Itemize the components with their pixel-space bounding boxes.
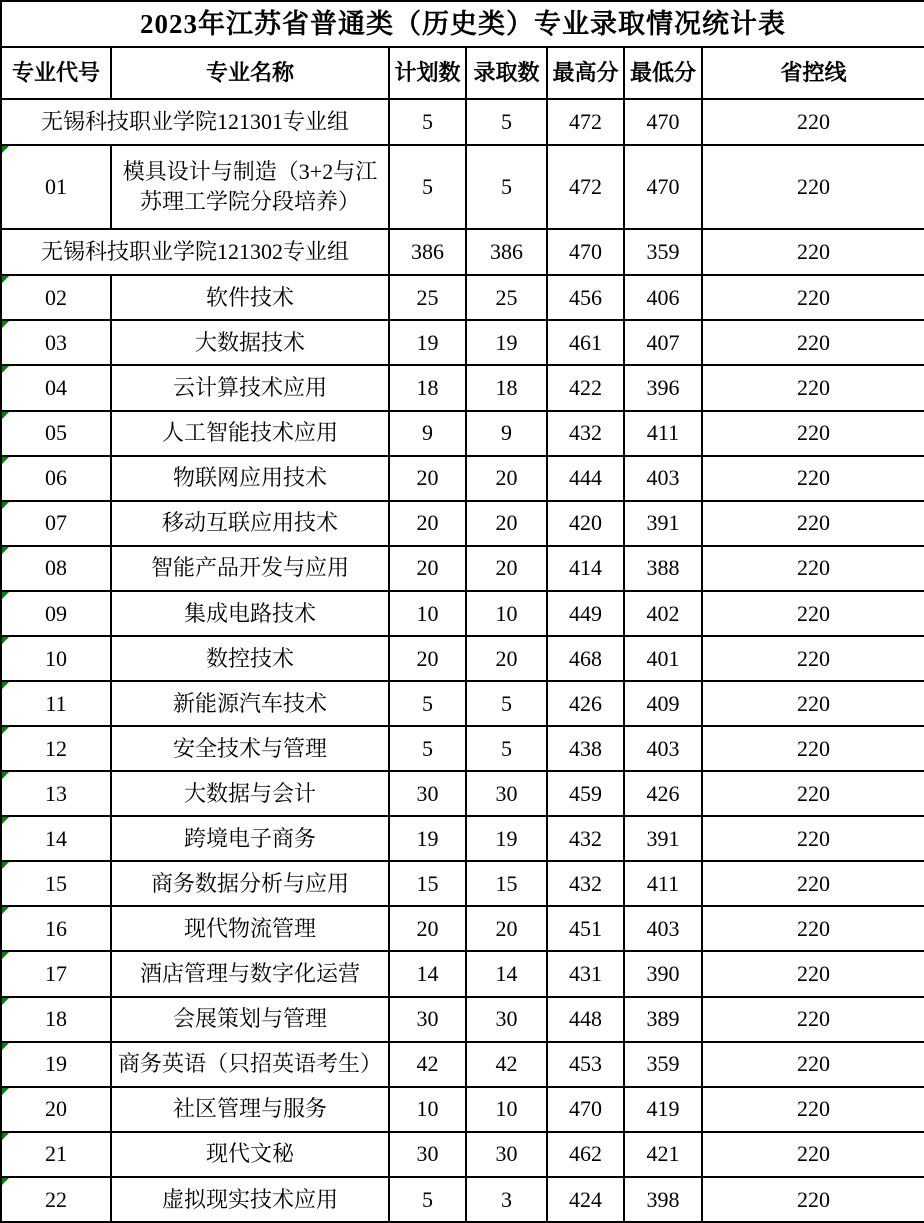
control-cell: 220: [702, 681, 924, 726]
max-cell: 426: [547, 681, 624, 726]
plan-cell: 30: [389, 771, 466, 816]
control-cell: 220: [702, 906, 924, 951]
min-cell: 396: [624, 365, 702, 410]
major-code-cell: [1, 501, 111, 546]
max-cell: 424: [547, 1177, 624, 1222]
min-cell: 403: [624, 726, 702, 771]
major-code-cell: [1, 997, 111, 1042]
major-code-cell: [1, 365, 111, 410]
major-name-cell: 物联网应用技术: [111, 456, 389, 501]
control-cell: 220: [702, 816, 924, 861]
table-row: [1, 145, 924, 229]
max-cell: 448: [547, 997, 624, 1042]
plan-cell: 10: [389, 591, 466, 636]
major-code-text: 06: [45, 465, 67, 491]
control-cell: 220: [702, 546, 924, 591]
control-cell: 220: [702, 1087, 924, 1132]
table-row: [1, 906, 924, 951]
major-name-cell: 大数据与会计: [111, 771, 389, 816]
table-row: [1, 681, 924, 726]
table-head: [1, 1, 924, 99]
plan-cell: 5: [389, 726, 466, 771]
max-cell: 472: [547, 99, 624, 145]
table-row: [1, 1042, 924, 1087]
min-cell: 359: [624, 1042, 702, 1087]
admitted-cell: 18: [466, 365, 547, 410]
major-code-cell: [1, 861, 111, 906]
max-cell: 451: [547, 906, 624, 951]
excel-error-triangle-icon: [2, 907, 9, 914]
min-cell: 359: [624, 229, 702, 275]
control-cell: 220: [702, 275, 924, 320]
major-name-cell: 模具设计与制造（3+2与江苏理工学院分段培养）: [111, 145, 389, 229]
major-name-cell: 商务数据分析与应用: [111, 861, 389, 906]
control-cell: 220: [702, 501, 924, 546]
min-cell: 406: [624, 275, 702, 320]
control-cell: 220: [702, 997, 924, 1042]
column-header-admitted-count: 录取数: [466, 47, 547, 99]
column-header-major-code: 专业代号: [1, 47, 111, 99]
admitted-cell: 20: [466, 906, 547, 951]
major-name-cell: 现代文秘: [111, 1132, 389, 1177]
table-row: [1, 1087, 924, 1132]
min-cell: 419: [624, 1087, 702, 1132]
excel-error-triangle-icon: [2, 276, 9, 283]
major-code-cell: [1, 546, 111, 591]
column-header-plan-count: 计划数: [389, 47, 466, 99]
min-cell: 401: [624, 636, 702, 681]
plan-cell: 25: [389, 275, 466, 320]
group-name-cell: 无锡科技职业学院121301专业组: [1, 99, 389, 145]
major-code-cell: [1, 275, 111, 320]
max-cell: 432: [547, 816, 624, 861]
table-row: [1, 1132, 924, 1177]
major-code-text: 15: [45, 871, 67, 896]
admitted-cell: 386: [466, 229, 547, 275]
major-code-text: 12: [45, 735, 67, 761]
major-name-cell: 集成电路技术: [111, 591, 389, 636]
plan-cell: 5: [389, 99, 466, 145]
plan-cell: 19: [389, 816, 466, 861]
max-cell: 470: [547, 1087, 624, 1132]
min-cell: 470: [624, 99, 702, 145]
major-code-text: 13: [45, 780, 67, 806]
excel-error-triangle-icon: [2, 592, 9, 599]
control-cell: 220: [702, 1177, 924, 1222]
table-body: [1, 99, 924, 1222]
min-cell: 388: [624, 546, 702, 591]
major-name-cell: 云计算技术应用: [111, 365, 389, 410]
major-code-cell: [1, 816, 111, 861]
major-code-cell: [1, 1087, 111, 1132]
table-row: [1, 546, 924, 591]
min-cell: 402: [624, 591, 702, 636]
min-cell: 426: [624, 771, 702, 816]
major-name-cell: 人工智能技术应用: [111, 411, 389, 456]
max-cell: 420: [547, 501, 624, 546]
max-cell: 462: [547, 1132, 624, 1177]
group-name-cell: 无锡科技职业学院121302专业组: [1, 229, 389, 275]
excel-error-triangle-icon: [2, 727, 9, 734]
major-code-text: 14: [45, 825, 67, 851]
plan-cell: 9: [389, 411, 466, 456]
major-name-cell: 数控技术: [111, 636, 389, 681]
admitted-cell: 30: [466, 771, 547, 816]
min-cell: 398: [624, 1177, 702, 1222]
table-row: [1, 501, 924, 546]
max-cell: 453: [547, 1042, 624, 1087]
table-row: [1, 275, 924, 320]
excel-error-triangle-icon: [2, 502, 9, 509]
major-code-cell: [1, 591, 111, 636]
major-code-text: 16: [45, 916, 67, 942]
min-cell: 470: [624, 145, 702, 229]
control-cell: 220: [702, 951, 924, 996]
excel-error-triangle-icon: [2, 1043, 9, 1050]
table-row: [1, 997, 924, 1042]
control-cell: 220: [702, 99, 924, 145]
plan-cell: 5: [389, 145, 466, 229]
control-cell: 220: [702, 1132, 924, 1177]
excel-error-triangle-icon: [2, 1133, 9, 1140]
admitted-cell: 30: [466, 997, 547, 1042]
major-code-cell: [1, 1177, 111, 1222]
control-cell: 220: [702, 365, 924, 410]
min-cell: 411: [624, 861, 702, 906]
major-code-text: 11: [45, 690, 67, 716]
major-code-cell: [1, 456, 111, 501]
major-code-cell: [1, 681, 111, 726]
group-row: [1, 229, 924, 275]
min-cell: 389: [624, 997, 702, 1042]
excel-error-triangle-icon: [2, 321, 9, 328]
plan-cell: 18: [389, 365, 466, 410]
major-code-text: 20: [45, 1096, 67, 1122]
major-code-text: 05: [45, 420, 67, 446]
plan-cell: 20: [389, 501, 466, 546]
excel-error-triangle-icon: [2, 412, 9, 419]
max-cell: 459: [547, 771, 624, 816]
table-row: [1, 365, 924, 410]
min-cell: 421: [624, 1132, 702, 1177]
max-cell: 461: [547, 320, 624, 365]
control-cell: 220: [702, 411, 924, 456]
admitted-cell: 20: [466, 546, 547, 591]
excel-error-triangle-icon: [2, 547, 9, 554]
major-code-text: 04: [45, 375, 67, 401]
max-cell: 432: [547, 411, 624, 456]
min-cell: 390: [624, 951, 702, 996]
admitted-cell: 15: [466, 861, 547, 906]
major-name-cell: 现代物流管理: [111, 906, 389, 951]
column-header-max-score: 最高分: [547, 47, 624, 99]
excel-error-triangle-icon: [2, 682, 9, 689]
table-row: [1, 1177, 924, 1222]
table-row: [1, 816, 924, 861]
excel-error-triangle-icon: [2, 366, 9, 373]
table-row: [1, 456, 924, 501]
min-cell: 403: [624, 906, 702, 951]
table-title: 2023年江苏省普通类（历史类）专业录取情况统计表: [1, 1, 924, 47]
admitted-cell: 9: [466, 411, 547, 456]
major-code-text: 03: [45, 330, 67, 356]
major-code-text: 10: [45, 645, 67, 671]
max-cell: 472: [547, 145, 624, 229]
plan-cell: 20: [389, 636, 466, 681]
major-code-text: 01: [45, 174, 67, 200]
excel-error-triangle-icon: [2, 862, 9, 869]
excel-error-triangle-icon: [2, 817, 9, 824]
min-cell: 409: [624, 681, 702, 726]
control-cell: 220: [702, 1042, 924, 1087]
column-header-province-control-line: 省控线: [702, 47, 924, 99]
major-name-cell: 智能产品开发与应用: [111, 546, 389, 591]
major-name-cell: 新能源汽车技术: [111, 681, 389, 726]
table-row: [1, 861, 924, 906]
min-cell: 407: [624, 320, 702, 365]
major-name-cell: 移动互联应用技术: [111, 501, 389, 546]
control-cell: 220: [702, 591, 924, 636]
admitted-cell: 19: [466, 320, 547, 365]
major-code-text: 22: [45, 1186, 67, 1212]
max-cell: 444: [547, 456, 624, 501]
major-code-cell: [1, 1042, 111, 1087]
major-name-cell: 商务英语（只招英语考生）: [111, 1042, 389, 1087]
max-cell: 422: [547, 365, 624, 410]
control-cell: 220: [702, 456, 924, 501]
major-name-cell: 社区管理与服务: [111, 1087, 389, 1132]
max-cell: 438: [547, 726, 624, 771]
major-code-cell: [1, 411, 111, 456]
major-name-cell: 虚拟现实技术应用: [111, 1177, 389, 1222]
control-cell: 220: [702, 726, 924, 771]
control-cell: 220: [702, 861, 924, 906]
admitted-cell: 5: [466, 681, 547, 726]
plan-cell: 30: [389, 997, 466, 1042]
major-code-cell: [1, 771, 111, 816]
control-cell: 220: [702, 320, 924, 365]
control-cell: 220: [702, 771, 924, 816]
major-name-cell: 大数据技术: [111, 320, 389, 365]
excel-error-triangle-icon: [2, 1178, 9, 1185]
table-row: [1, 636, 924, 681]
group-row: [1, 99, 924, 145]
max-cell: 456: [547, 275, 624, 320]
control-cell: 220: [702, 145, 924, 229]
admitted-cell: 20: [466, 456, 547, 501]
min-cell: 411: [624, 411, 702, 456]
admitted-cell: 5: [466, 726, 547, 771]
plan-cell: 19: [389, 320, 466, 365]
admitted-cell: 14: [466, 951, 547, 996]
min-cell: 391: [624, 501, 702, 546]
table-row: [1, 591, 924, 636]
major-name-cell: 安全技术与管理: [111, 726, 389, 771]
max-cell: 470: [547, 229, 624, 275]
excel-error-triangle-icon: [2, 772, 9, 779]
major-code-text: 21: [45, 1141, 67, 1167]
admitted-cell: 19: [466, 816, 547, 861]
max-cell: 468: [547, 636, 624, 681]
major-code-cell: [1, 636, 111, 681]
major-name-cell: 会展策划与管理: [111, 997, 389, 1042]
admitted-cell: 20: [466, 501, 547, 546]
major-code-text: 02: [45, 284, 67, 310]
admitted-cell: 5: [466, 145, 547, 229]
major-name-cell: 酒店管理与数字化运营: [111, 951, 389, 996]
major-code-text: 19: [45, 1051, 67, 1077]
admitted-cell: 42: [466, 1042, 547, 1087]
major-code-cell: [1, 726, 111, 771]
major-code-cell: [1, 951, 111, 996]
major-code-text: 08: [45, 555, 67, 581]
min-cell: 403: [624, 456, 702, 501]
max-cell: 449: [547, 591, 624, 636]
plan-cell: 14: [389, 951, 466, 996]
major-code-text: 07: [45, 510, 67, 536]
plan-cell: 5: [389, 1177, 466, 1222]
control-cell: 220: [702, 229, 924, 275]
major-name-cell: 软件技术: [111, 275, 389, 320]
excel-error-triangle-icon: [2, 637, 9, 644]
admitted-cell: 5: [466, 99, 547, 145]
major-code-cell: [1, 320, 111, 365]
plan-cell: 386: [389, 229, 466, 275]
excel-error-triangle-icon: [2, 952, 9, 959]
plan-cell: 10: [389, 1087, 466, 1132]
title-row: [1, 1, 924, 47]
major-code-text: 09: [45, 600, 67, 626]
plan-cell: 5: [389, 681, 466, 726]
column-header-major-name: 专业名称: [111, 47, 389, 99]
excel-error-triangle-icon: [2, 457, 9, 464]
major-code-text: 17: [45, 961, 67, 987]
table-row: [1, 320, 924, 365]
major-code-cell: [1, 906, 111, 951]
table-row: [1, 951, 924, 996]
major-code-cell: [1, 145, 111, 229]
table-row: [1, 726, 924, 771]
max-cell: 432: [547, 861, 624, 906]
major-code-cell: [1, 1132, 111, 1177]
plan-cell: 20: [389, 456, 466, 501]
major-code-text: 18: [45, 1006, 67, 1032]
header-row: [1, 47, 924, 99]
min-cell: 391: [624, 816, 702, 861]
admitted-cell: 3: [466, 1177, 547, 1222]
excel-error-triangle-icon: [2, 146, 9, 153]
plan-cell: 42: [389, 1042, 466, 1087]
excel-error-triangle-icon: [2, 1088, 9, 1095]
plan-cell: 30: [389, 1132, 466, 1177]
excel-error-triangle-icon: [2, 998, 9, 1005]
plan-cell: 20: [389, 906, 466, 951]
table-row: [1, 411, 924, 456]
max-cell: 414: [547, 546, 624, 591]
table-row: [1, 771, 924, 816]
control-cell: 220: [702, 636, 924, 681]
admitted-cell: 20: [466, 636, 547, 681]
admitted-cell: 30: [466, 1132, 547, 1177]
admitted-cell: 10: [466, 1087, 547, 1132]
admitted-cell: 10: [466, 591, 547, 636]
column-header-min-score: 最低分: [624, 47, 702, 99]
admitted-cell: 25: [466, 275, 547, 320]
max-cell: 431: [547, 951, 624, 996]
plan-cell: 20: [389, 546, 466, 591]
major-name-cell: 跨境电子商务: [111, 816, 389, 861]
plan-cell: 15: [389, 861, 466, 906]
